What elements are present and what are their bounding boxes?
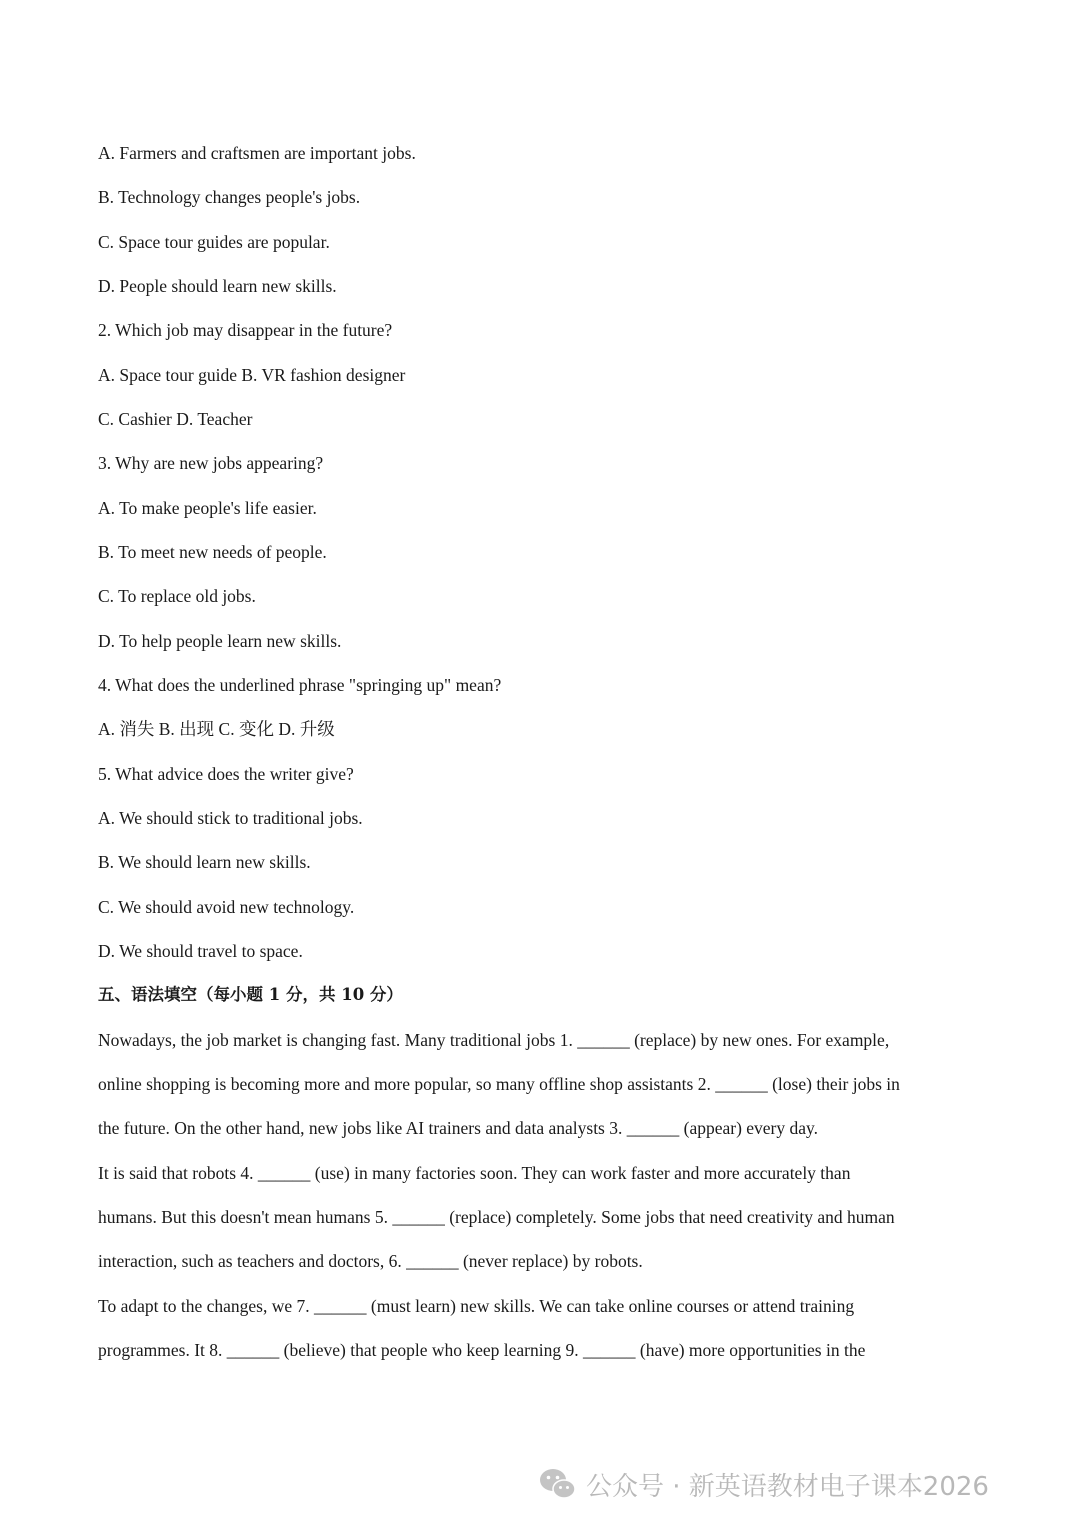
q5-option-b: B. We should learn new skills. (98, 852, 311, 872)
passage-line: Nowadays, the job market is changing fast. Many traditional jobs 1. ______ (replace) by new ones. For example, (98, 1030, 890, 1050)
q4-options: A. 消失 B. 出现 C. 变化 D. 升级 (98, 719, 335, 739)
passage-line: interaction, such as teachers and doctors, 6. ______ (never replace) by robots. (98, 1251, 643, 1271)
q3-option-a: A. To make people's life easier. (98, 498, 317, 518)
passage-line: the future. On the other hand, new jobs like AI trainers and data analysts 3. ______ (appear) every day. (98, 1118, 819, 1138)
passage-line: programmes. It 8. ______ (believe) that people who keep learning 9. ______ (have) more opportunities in the (98, 1340, 866, 1360)
passage-line: online shopping is becoming more and more popular, so many offline shop assistants 2. ______ (lose) their jobs in (98, 1074, 900, 1094)
watermark (538, 1464, 989, 1504)
q3-option-d: D. To help people learn new skills. (98, 631, 342, 651)
q3-option-c: C. To replace old jobs. (98, 586, 256, 606)
question-2: 2. Which job may disappear in the future? (98, 320, 393, 340)
section-5-title: 五、语法填空（每小题 1 分，共 10 分） (98, 985, 403, 1004)
q2-options-cd: C. Cashier D. Teacher (98, 409, 253, 429)
q1-option-c: C. Space tour guides are popular. (98, 232, 330, 252)
q1-option-a: A. Farmers and craftsmen are important jobs. (98, 143, 416, 163)
q1-option-b: B. Technology changes people's jobs. (98, 187, 361, 207)
q5-option-d: D. We should travel to space. (98, 941, 303, 961)
passage-line: humans. But this doesn't mean humans 5. ______ (replace) completely. Some jobs that need creativity and human (98, 1207, 895, 1227)
question-4: 4. What does the underlined phrase "springing up" mean? (98, 675, 502, 695)
q3-option-b: B. To meet new needs of people. (98, 542, 327, 562)
q2-options-ab: A. Space tour guide B. VR fashion designer (98, 365, 406, 385)
q5-option-c: C. We should avoid new technology. (98, 897, 355, 917)
q5-option-a: A. We should stick to traditional jobs. (98, 808, 363, 828)
watermark-text: 公众号 · 新英语教材电子课本2026 (586, 1471, 989, 1502)
question-5: 5. What advice does the writer give? (98, 764, 354, 784)
passage-line: To adapt to the changes, we 7. ______ (must learn) new skills. We can take online courses or attend training (98, 1296, 855, 1316)
passage-line: It is said that robots 4. ______ (use) in many factories soon. They can work faster and more accurately than (98, 1163, 851, 1183)
q1-option-d: D. People should learn new skills. (98, 276, 337, 296)
question-3: 3. Why are new jobs appearing? (98, 453, 324, 473)
wechat-icon (538, 1466, 578, 1502)
